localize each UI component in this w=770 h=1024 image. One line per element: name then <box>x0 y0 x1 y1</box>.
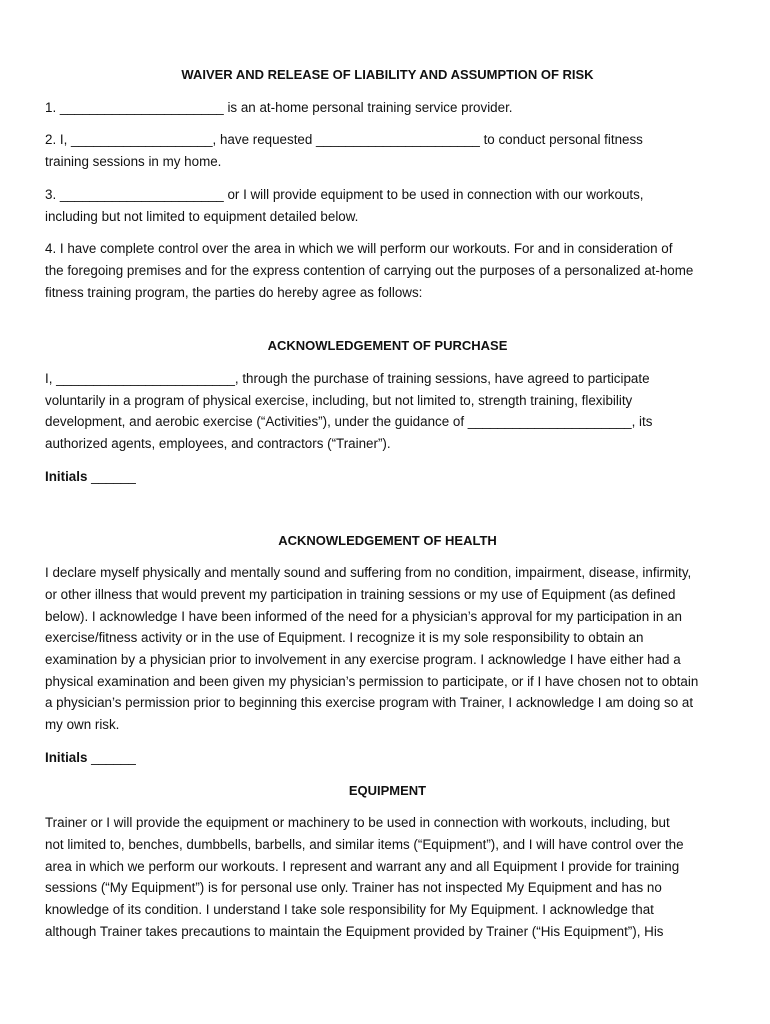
health-line: physical examination and been given my physician’s permission to participate, or if I have chosen not to obtain <box>45 673 699 689</box>
paragraph-1 <box>45 97 730 119</box>
paragraph-3 <box>45 184 730 227</box>
initials-label: Initials <box>45 468 88 484</box>
health-line: examination by a physician prior to involvement in any exercise program. I acknowledge I have either had a <box>45 652 681 668</box>
paragraph-1-line: 1. ______________________ is an at-home personal training service provider. <box>45 99 513 115</box>
health-line: my own risk. <box>45 717 120 733</box>
initials-blank[interactable]: ______ <box>87 468 136 484</box>
initials-blank[interactable]: ______ <box>87 749 136 765</box>
paragraph-3-line: 3. ______________________ or I will provide equipment to be used in connection with our workouts, <box>45 186 644 202</box>
health-line: exercise/fitness activity or in the use of Equipment. I recognize it is my sole responsibility to obtain an <box>45 630 644 646</box>
purchase-paragraph <box>45 368 730 455</box>
purchase-line: authorized agents, employees, and contractors (“Trainer”). <box>45 436 391 452</box>
paragraph-2 <box>45 129 730 172</box>
equipment-line: knowledge of its condition. I understand I take sole responsibility for My Equipment. I acknowledge that <box>45 902 654 918</box>
paragraph-3-line: including but not limited to equipment detailed below. <box>45 208 359 224</box>
health-paragraph <box>45 562 730 736</box>
purchase-line: I, ________________________, through the purchase of training sessions, have agreed to participate <box>45 371 650 387</box>
health-line: below). I acknowledge I have been informed of the need for a physician’s approval for my participation in an <box>45 608 682 624</box>
equipment-heading: EQUIPMENT <box>348 782 427 798</box>
health-line: a physician’s permission prior to beginning this exercise program with Trainer, I acknowledge I am doing so at <box>45 695 694 711</box>
paragraph-2-line: 2. I, ___________________, have requested ______________________ to conduct personal fitness <box>45 132 643 148</box>
health-line: or other illness that would prevent my participation in training sessions or my use of Equipment (as defined <box>45 586 676 602</box>
document-title: WAIVER AND RELEASE OF LIABILITY AND ASSUMPTION OF RISK <box>181 67 594 82</box>
equipment-line: sessions (“My Equipment”) is for personal use only. Trainer has not inspected My Equipment and has no <box>45 880 662 896</box>
purchase-line: voluntarily in a program of physical exercise, including, but not limited to, strength training, flexibility <box>45 392 633 408</box>
paragraph-4-line: fitness training program, the parties do hereby agree as follows: <box>45 284 423 300</box>
health-initials <box>45 747 730 769</box>
paragraph-2-line: training sessions in my home. <box>45 154 222 170</box>
paragraph-4 <box>45 238 730 303</box>
purchase-initials <box>45 466 730 488</box>
initials-label: Initials <box>45 749 88 765</box>
purchase-line: development, and aerobic exercise (“Activities”), under the guidance of ______________________, its <box>45 414 653 430</box>
health-line: I declare myself physically and mentally sound and suffering from no condition, impairment, disease, infirmity, <box>45 565 692 581</box>
paragraph-4-line: the foregoing premises and for the express contention of carrying out the purposes of a personalized at-home <box>45 262 694 278</box>
paragraph-4-line: 4. I have complete control over the area in which we will perform our workouts. For and in consideration of <box>45 241 673 257</box>
equipment-line: area in which we perform our workouts. I represent and warrant any and all Equipment I provide for training <box>45 858 680 874</box>
equipment-line: Trainer or I will provide the equipment or machinery to be used in connection with workouts, including, but <box>45 815 670 831</box>
purchase-heading: ACKNOWLEDGEMENT OF PURCHASE <box>267 338 508 354</box>
health-heading: ACKNOWLEDGEMENT OF HEALTH <box>278 532 497 548</box>
equipment-line: although Trainer takes precautions to maintain the Equipment provided by Trainer (“His Equipment”), His <box>45 923 664 939</box>
equipment-line: not limited to, benches, dumbbells, barbells, and similar items (“Equipment”), and I will have control over the <box>45 836 684 852</box>
equipment-paragraph <box>45 812 730 942</box>
